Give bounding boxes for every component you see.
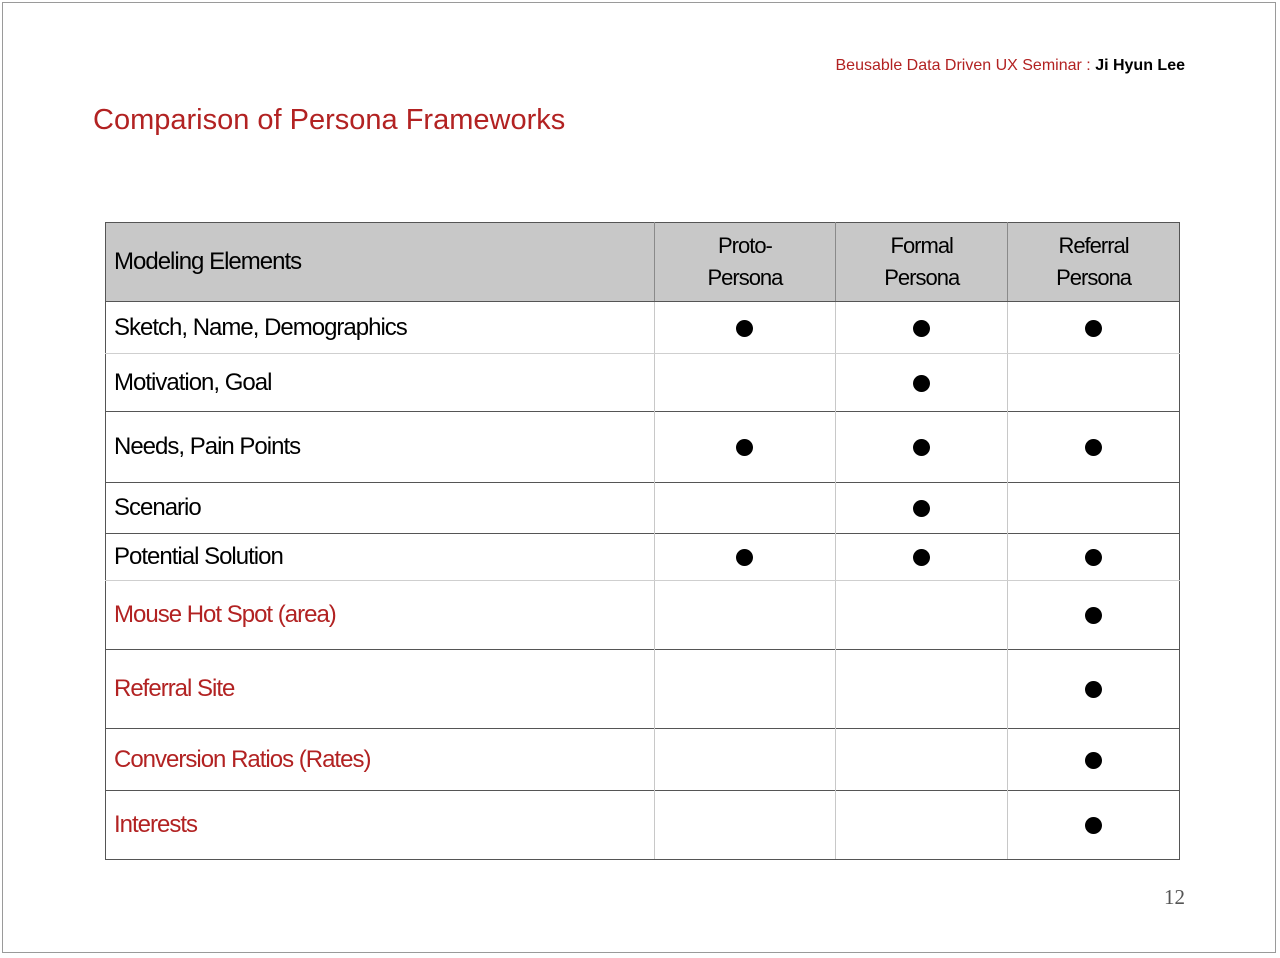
column-header-proto-line1: Proto- bbox=[717, 233, 772, 258]
cell-proto bbox=[654, 791, 836, 860]
seminar-name: Beusable Data Driven UX Seminar : bbox=[835, 57, 1091, 74]
cell-referral bbox=[1008, 302, 1180, 354]
column-header-referral bbox=[1008, 223, 1180, 302]
cell-formal bbox=[836, 650, 1008, 729]
filled-circle-icon bbox=[1085, 439, 1102, 456]
author-name: Ji Hyun Lee bbox=[1095, 57, 1185, 74]
cell-referral bbox=[1008, 483, 1180, 534]
filled-circle-icon bbox=[913, 500, 930, 517]
cell-formal bbox=[836, 791, 1008, 860]
cell-formal bbox=[836, 729, 1008, 791]
cell-formal bbox=[836, 412, 1008, 483]
filled-circle-icon bbox=[1085, 549, 1102, 566]
column-header-proto bbox=[654, 223, 836, 302]
filled-circle-icon bbox=[736, 549, 753, 566]
filled-circle-icon bbox=[913, 439, 930, 456]
cell-referral bbox=[1008, 650, 1180, 729]
column-header-formal bbox=[836, 223, 1008, 302]
filled-circle-icon bbox=[1085, 320, 1102, 337]
table-row bbox=[106, 302, 1180, 354]
cell-formal bbox=[836, 354, 1008, 412]
filled-circle-icon bbox=[1085, 752, 1102, 769]
page-number: 12 bbox=[1164, 885, 1185, 909]
row-label: Sketch, Name, Demographics bbox=[106, 302, 655, 354]
cell-referral bbox=[1008, 412, 1180, 483]
table-row bbox=[106, 412, 1180, 483]
row-label: Potential Solution bbox=[106, 534, 655, 581]
comparison-table bbox=[105, 222, 1180, 860]
cell-referral bbox=[1008, 791, 1180, 860]
column-header-formal-line1: Formal bbox=[890, 233, 953, 258]
filled-circle-icon bbox=[736, 320, 753, 337]
table-row bbox=[106, 534, 1180, 581]
filled-circle-icon bbox=[913, 375, 930, 392]
row-label: Motivation, Goal bbox=[106, 354, 655, 412]
table-row bbox=[106, 483, 1180, 534]
cell-proto bbox=[654, 650, 836, 729]
cell-proto bbox=[654, 581, 836, 650]
filled-circle-icon bbox=[1085, 681, 1102, 698]
table-row bbox=[106, 650, 1180, 729]
row-label: Conversion Ratios (Rates) bbox=[106, 729, 655, 791]
cell-referral bbox=[1008, 729, 1180, 791]
cell-formal bbox=[836, 581, 1008, 650]
cell-proto bbox=[654, 412, 836, 483]
table-row bbox=[106, 354, 1180, 412]
row-label: Needs, Pain Points bbox=[106, 412, 655, 483]
column-header-referral-line1: Referral bbox=[1058, 233, 1129, 258]
header-credit bbox=[836, 57, 1186, 75]
row-label: Referral Site bbox=[106, 650, 655, 729]
slide bbox=[2, 2, 1276, 953]
table-row bbox=[106, 729, 1180, 791]
cell-proto bbox=[654, 302, 836, 354]
column-header-formal-line2: Persona bbox=[884, 265, 960, 290]
table-row bbox=[106, 791, 1180, 860]
slide-title: Comparison of Persona Frameworks bbox=[93, 104, 566, 136]
column-header-referral-line2: Persona bbox=[1056, 265, 1132, 290]
row-label: Interests bbox=[106, 791, 655, 860]
cell-proto bbox=[654, 354, 836, 412]
column-header-elements: Modeling Elements bbox=[106, 223, 655, 302]
row-label: Mouse Hot Spot (area) bbox=[106, 581, 655, 650]
table-header-row bbox=[106, 223, 1180, 302]
cell-referral bbox=[1008, 581, 1180, 650]
filled-circle-icon bbox=[913, 320, 930, 337]
filled-circle-icon bbox=[913, 549, 930, 566]
cell-proto bbox=[654, 729, 836, 791]
filled-circle-icon bbox=[1085, 817, 1102, 834]
filled-circle-icon bbox=[1085, 607, 1102, 624]
cell-proto bbox=[654, 483, 836, 534]
filled-circle-icon bbox=[736, 439, 753, 456]
column-header-proto-line2: Persona bbox=[707, 265, 783, 290]
cell-formal bbox=[836, 483, 1008, 534]
cell-formal bbox=[836, 302, 1008, 354]
cell-formal bbox=[836, 534, 1008, 581]
table-row bbox=[106, 581, 1180, 650]
cell-proto bbox=[654, 534, 836, 581]
cell-referral bbox=[1008, 354, 1180, 412]
cell-referral bbox=[1008, 534, 1180, 581]
row-label: Scenario bbox=[106, 483, 655, 534]
